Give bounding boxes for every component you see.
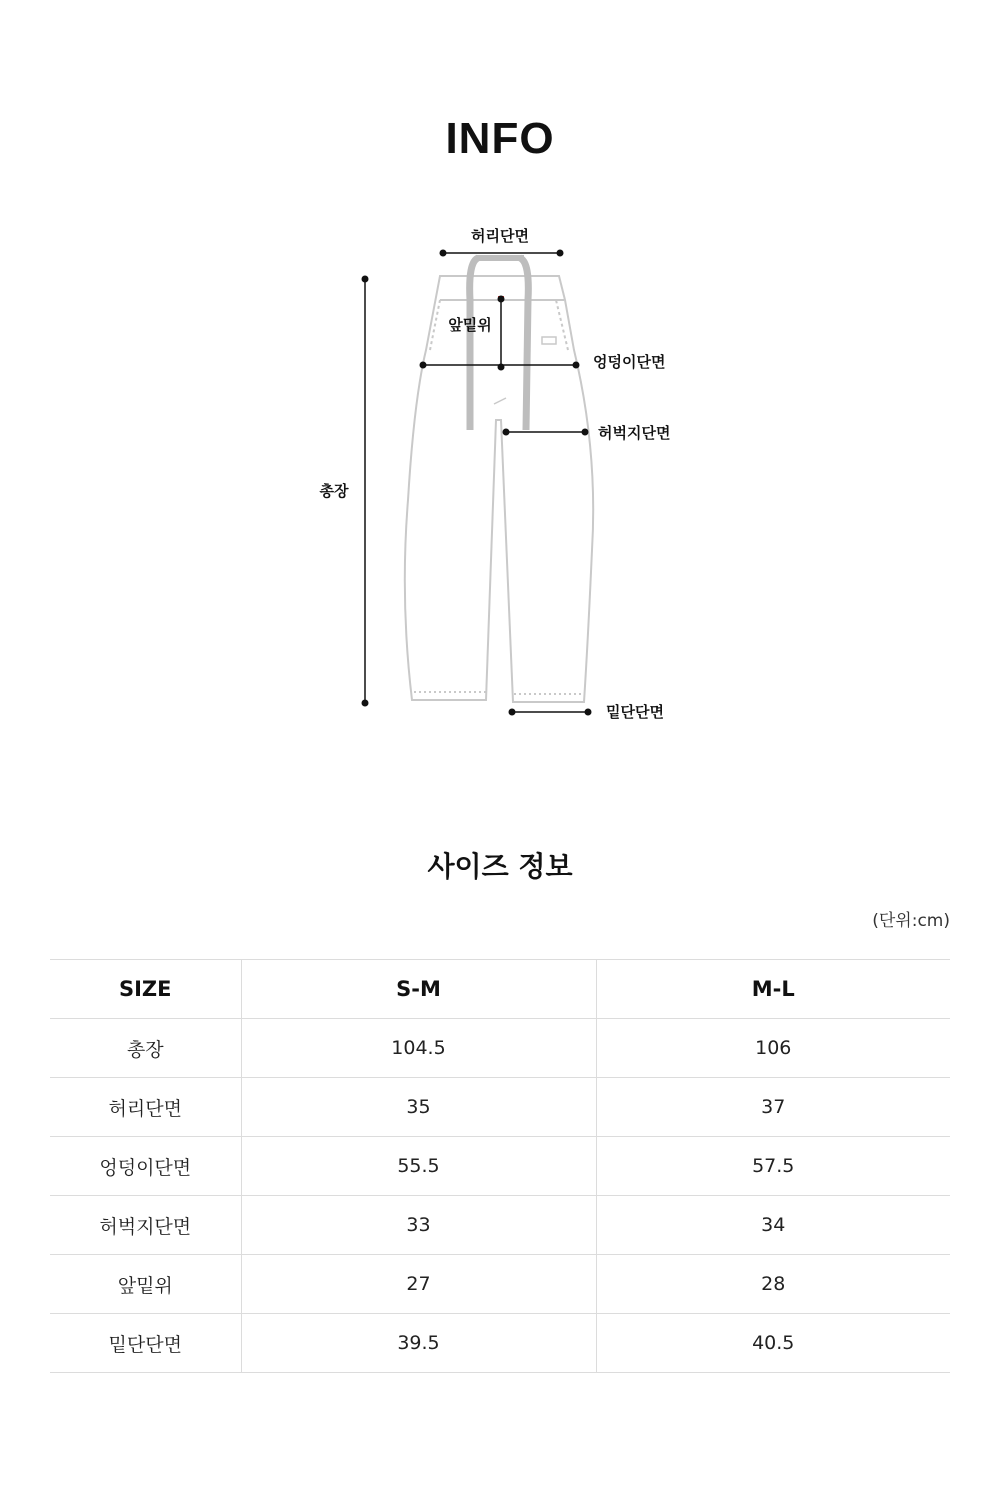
row-label: 허리단면 [50,1078,241,1137]
table-row [50,1019,950,1078]
section-title: 사이즈 정보 [427,850,573,883]
cell-value: 39.5 [241,1314,596,1373]
cell-value: 37 [596,1078,950,1137]
cell-value: 33 [241,1196,596,1255]
label-front-rise: 앞밑위 [448,316,492,334]
row-label: 앞밑위 [50,1255,241,1314]
table-row [50,1137,950,1196]
cell-value: 57.5 [596,1137,950,1196]
cell-value: 106 [596,1019,950,1078]
row-label: 엉덩이단면 [50,1137,241,1196]
column-header-m-l: M-L [596,960,950,1019]
label-total-length: 총장 [319,482,349,500]
table-row [50,1196,950,1255]
table-header-row [50,960,950,1019]
label-waist: 허리단면 [471,227,529,245]
pants-measurement-diagram [0,200,1000,760]
cell-value: 28 [596,1255,950,1314]
table-row [50,1078,950,1137]
label-thigh: 허벅지단면 [598,424,671,442]
label-hip: 엉덩이단면 [593,353,666,371]
cell-value: 55.5 [241,1137,596,1196]
table-row [50,1255,950,1314]
row-label: 허벅지단면 [50,1196,241,1255]
column-header-size: SIZE [50,960,241,1019]
table-row [50,1314,950,1373]
cell-value: 104.5 [241,1019,596,1078]
pants-illustration [405,258,593,702]
page-title: INFO [445,114,555,163]
column-header-s-m: S-M [241,960,596,1019]
cell-value: 35 [241,1078,596,1137]
cell-value: 34 [596,1196,950,1255]
label-hem: 밑단단면 [606,703,664,721]
cell-value: 27 [241,1255,596,1314]
cell-value: 40.5 [596,1314,950,1373]
size-table [50,959,950,1373]
row-label: 총장 [50,1019,241,1078]
unit-note: (단위:cm) [872,911,950,931]
row-label: 밑단단면 [50,1314,241,1373]
